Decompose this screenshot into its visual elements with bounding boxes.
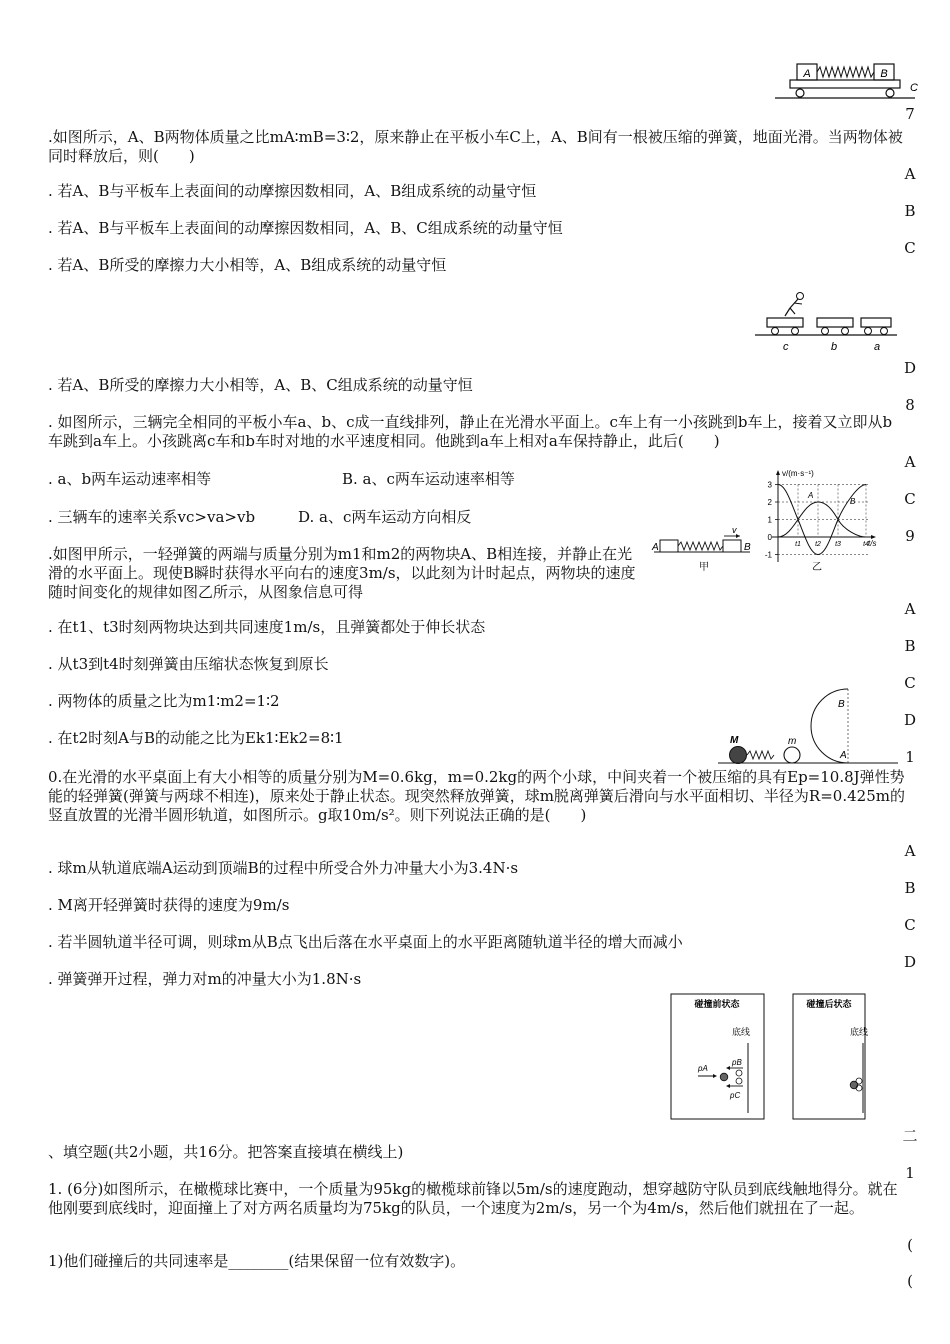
pb-label: pB	[732, 1058, 742, 1067]
q7-option-d: . 若A、B所受的摩擦力大小相等，A、B、C组成系统的动量守恒	[48, 376, 473, 394]
graph-xlabel: t/s	[868, 539, 877, 548]
fig-caption-jia: 甲	[699, 562, 709, 573]
q10-option-c: . 若半圆轨道半径可调，则球m从B点飞出后落在水平桌面上的水平距离随轨道半径的增大而减小	[48, 933, 683, 951]
fig-label-c: C	[910, 82, 918, 94]
x-tick-label: t4	[863, 541, 869, 548]
q11-sub1: 1)他们碰撞后的共同速率是________(结果保留一位有效数字)。	[48, 1252, 466, 1270]
fig-label-b: b	[831, 341, 838, 353]
margin-mark: C	[904, 674, 916, 692]
q7-option-c: . 若A、B所受的摩擦力大小相等，A、B组成系统的动量守恒	[48, 256, 447, 274]
fig-label-v: v	[732, 525, 737, 535]
margin-mark: 1	[905, 748, 915, 766]
margin-mark: B	[904, 202, 916, 220]
q11-stem: 1. (6分)如图所示，在橄榄球比赛中，一个质量为95kg的橄榄球前锋以5m/s的速度跑动，想穿越防守队员到底线触地得分。就在他刚要到底线时，迎面撞上了对方两名质量均为75kg的队员，一个速度为2m/s，另一个为4m/s，然后他们就扭在了一起。	[48, 1180, 898, 1217]
margin-mark: C	[904, 490, 916, 508]
pc-label: pC	[730, 1091, 741, 1100]
q10-track-figure	[718, 685, 923, 770]
margin-mark: 二	[902, 1127, 918, 1145]
q8-option-a: . a、b两车运动速率相等	[48, 470, 212, 488]
fig-label-M: M	[730, 735, 739, 746]
margin-mark: A	[904, 600, 916, 618]
margin-mark: 7	[905, 105, 915, 123]
velocity-time-graph	[765, 469, 877, 562]
q8-carts-figure	[755, 290, 900, 355]
curve-b-label: B	[850, 497, 856, 506]
baseline-label: 底线	[850, 1027, 869, 1037]
pa-label: pA	[698, 1064, 708, 1073]
x-tick-label: t2	[815, 541, 821, 548]
before-title: 碰撞前状态	[694, 999, 740, 1009]
margin-mark: A	[904, 453, 916, 471]
margin-mark: D	[903, 359, 917, 377]
fig-label-B: B	[838, 699, 845, 710]
q7-option-a: . 若A、B与平板车上表面间的动摩擦因数相同，A、B组成系统的动量守恒	[48, 182, 537, 200]
baseline-label: 底线	[732, 1027, 751, 1037]
q7-stem: .如图所示，A、B两物体质量之比mA∶mB=3∶2，原来静止在平板小车C上，A、B间有一根被压缩的弹簧，地面光滑。当两物体被同时释放后，则( )	[48, 128, 903, 165]
y-tick-label: 3	[767, 480, 772, 490]
margin-mark: 9	[905, 527, 915, 545]
margin-mark: 1	[905, 1164, 915, 1182]
rugby-collision-figure	[670, 993, 875, 1121]
q9-option-b: . 从t3到t4时刻弹簧由压缩状态恢复到原长	[48, 655, 329, 673]
margin-mark: C	[904, 916, 916, 934]
y-tick-label: 1	[767, 515, 772, 525]
q10-option-d: . 弹簧弹开过程，弹力对m的冲量大小为1.8N·s	[48, 970, 362, 988]
margin-mark: D	[903, 953, 917, 971]
y-tick-label: 2	[767, 498, 772, 507]
q10-option-b: . M离开轻弹簧时获得的速度为9m/s	[48, 896, 290, 914]
x-tick-label: t1	[795, 541, 801, 548]
margin-mark: (	[907, 1236, 913, 1254]
after-title: 碰撞后状态	[806, 999, 852, 1009]
fig-label-c: c	[783, 341, 789, 353]
section-heading: 、填空题(共2小题，共16分。把答案直接填在横线上)	[48, 1143, 404, 1161]
margin-mark: 8	[905, 396, 915, 414]
x-tick-label: t3	[835, 541, 841, 548]
q9-figure	[648, 466, 886, 578]
q9-stem: .如图甲所示，一轻弹簧的两端与质量分别为m1和m2的两物块A、B相连接，并静止在光滑的水平面上。现使B瞬时获得水平向右的速度3m/s，以此刻为计时起点，两物块的速度随时间变化的规律如图乙所示，从图象信息可得	[48, 545, 636, 601]
fig-label-a: A	[803, 68, 811, 80]
fig-label-a: a	[874, 341, 881, 353]
q10-option-a: . 球m从轨道底端A运动到顶端B的过程中所受合外力冲量大小为3.4N·s	[48, 859, 519, 877]
fig-label-b: B	[880, 68, 888, 80]
y-tick-label: -1	[764, 550, 772, 560]
q8-option-b: B. a、c两车运动速率相等	[342, 470, 515, 488]
margin-mark: A	[904, 842, 916, 860]
graph-ylabel: v/(m·s⁻¹)	[782, 469, 814, 478]
q8-stem: . 如图所示，三辆完全相同的平板小车a、b、c成一直线排列，静止在光滑水平面上。c车上有一小孩跳到b车上，接着又立即从b车跳到a车上。小孩跳离c车和b车时对地的水平速度相同。他跳到a车上相对a车保持静止，此后( )	[48, 413, 893, 450]
curve-a-label: A	[808, 491, 814, 500]
margin-mark: D	[903, 711, 917, 729]
fig-label-a: A	[652, 542, 659, 553]
q8-option-d: D. a、c两车运动方向相反	[298, 508, 472, 526]
q9-option-c: . 两物体的质量之比为m1∶m2=1∶2	[48, 692, 280, 710]
margin-mark: C	[904, 239, 916, 257]
fig-label-m: m	[788, 736, 797, 747]
q9-option-d: . 在t2时刻A与B的动能之比为Ek1∶Ek2=8∶1	[48, 729, 344, 747]
q7-option-b: . 若A、B与平板车上表面间的动摩擦因数相同，A、B、C组成系统的动量守恒	[48, 219, 563, 237]
q10-stem: 0.在光滑的水平桌面上有大小相等的质量分别为M=0.6kg，m=0.2kg的两个小球，中间夹着一个被压缩的具有Ep=10.8J弹性势能的轻弹簧(弹簧与两球不相连)，原来处于静止状态。现突然释放弹簧，球m脱离弹簧后滑向与水平面相切、半径为R=0.425m的竖直放置的光滑半圆形轨道，如图所示。g取10m/s²。则下列说法正确的是( )	[48, 768, 905, 824]
margin-mark: B	[904, 637, 916, 655]
q7-cart-figure	[775, 58, 925, 108]
fig-label-b: B	[744, 542, 751, 553]
q8-option-c: . 三辆车的速率关系vc>va>vb	[48, 508, 256, 526]
margin-mark: (	[907, 1272, 913, 1290]
fig-caption-yi: 乙	[812, 562, 822, 573]
q9-option-a: . 在t1、t3时刻两物块达到共同速度1m/s，且弹簧都处于伸长状态	[48, 618, 486, 636]
margin-mark: B	[904, 879, 916, 897]
fig-label-A: A	[840, 750, 847, 761]
y-tick-label: 0	[767, 533, 772, 542]
margin-mark: A	[904, 165, 916, 183]
